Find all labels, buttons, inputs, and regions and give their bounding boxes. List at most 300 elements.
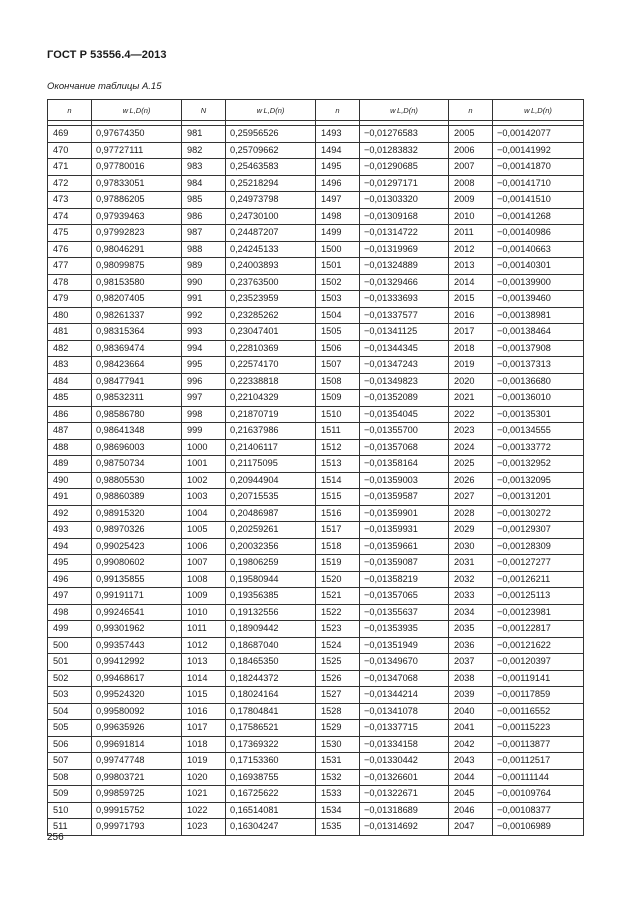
table-cell: −0,01344345 — [360, 340, 449, 357]
table-cell: −0,01330442 — [360, 753, 449, 770]
table-cell: 0,98369474 — [92, 340, 182, 357]
table-row — [48, 291, 584, 308]
table-cell: 1021 — [182, 786, 226, 803]
table-row — [48, 390, 584, 407]
table-cell: −0,01355637 — [360, 604, 449, 621]
table-cell: 2032 — [449, 571, 493, 588]
table-cell: −0,00131201 — [493, 489, 584, 506]
table-cell: −0,00106989 — [493, 819, 584, 836]
table-cell: 1513 — [316, 456, 360, 473]
table-cell: 1005 — [182, 522, 226, 539]
table-cell: −0,00141710 — [493, 175, 584, 192]
table-cell: 0,99691814 — [92, 736, 182, 753]
table-cell: 0,99301962 — [92, 621, 182, 638]
table-cell: 1508 — [316, 373, 360, 390]
table-row — [48, 472, 584, 489]
table-cell: 0,97886205 — [92, 192, 182, 209]
table-cell: −0,00142077 — [493, 126, 584, 143]
table-row — [48, 274, 584, 291]
table-cell: 0,17804841 — [226, 703, 316, 720]
table-cell: 0,19580944 — [226, 571, 316, 588]
table-cell: 1530 — [316, 736, 360, 753]
table-cell: 996 — [182, 373, 226, 390]
table-cell: −0,00140301 — [493, 258, 584, 275]
table-cell: 511 — [48, 819, 92, 836]
table-cell: 1505 — [316, 324, 360, 341]
table-cell: 0,98970326 — [92, 522, 182, 539]
table-cell: −0,00135301 — [493, 406, 584, 423]
table-cell: 487 — [48, 423, 92, 440]
table-cell: 0,20259261 — [226, 522, 316, 539]
table-cell: 1515 — [316, 489, 360, 506]
table-cell: −0,01309168 — [360, 208, 449, 225]
table-cell: 490 — [48, 472, 92, 489]
table-cell: 1001 — [182, 456, 226, 473]
table-cell: 495 — [48, 555, 92, 572]
table-cell: 0,20944904 — [226, 472, 316, 489]
table-cell: 1535 — [316, 819, 360, 836]
table-row — [48, 258, 584, 275]
table-cell: 478 — [48, 274, 92, 291]
table-cell: 1012 — [182, 637, 226, 654]
table-cell: 0,16725622 — [226, 786, 316, 803]
table-row — [48, 621, 584, 638]
table-cell: 0,18909442 — [226, 621, 316, 638]
table-cell: −0,01347243 — [360, 357, 449, 374]
table-cell: 0,98423664 — [92, 357, 182, 374]
table-cell: 498 — [48, 604, 92, 621]
table-cell: 497 — [48, 588, 92, 605]
document-header: ГОСТ Р 53556.4—2013 — [47, 49, 167, 61]
table-cell: 473 — [48, 192, 92, 209]
table-cell: −0,01283832 — [360, 142, 449, 159]
table-cell: 480 — [48, 307, 92, 324]
table-cell: 984 — [182, 175, 226, 192]
table-cell: −0,01357068 — [360, 439, 449, 456]
table-cell: −0,00139460 — [493, 291, 584, 308]
column-header: w L,D(n) — [360, 100, 449, 121]
table-cell: −0,00130272 — [493, 505, 584, 522]
table-cell: 0,98586780 — [92, 406, 182, 423]
table-cell: 0,98153580 — [92, 274, 182, 291]
table-cell: 0,99135855 — [92, 571, 182, 588]
table-cell: 987 — [182, 225, 226, 242]
table-cell: 1014 — [182, 670, 226, 687]
table-cell: −0,00116552 — [493, 703, 584, 720]
table-cell: 0,21406117 — [226, 439, 316, 456]
table-cell: −0,00136680 — [493, 373, 584, 390]
table-cell: 507 — [48, 753, 92, 770]
table-cell: 2024 — [449, 439, 493, 456]
table-cell: 1019 — [182, 753, 226, 770]
table-row — [48, 357, 584, 374]
table-cell: −0,01354045 — [360, 406, 449, 423]
table-cell: 505 — [48, 720, 92, 737]
table-cell: 1503 — [316, 291, 360, 308]
table-cell: 1495 — [316, 159, 360, 176]
table-cell: 0,99468617 — [92, 670, 182, 687]
table-cell: 1016 — [182, 703, 226, 720]
table-cell: 482 — [48, 340, 92, 357]
table-row — [48, 225, 584, 242]
table-cell: 0,18024164 — [226, 687, 316, 704]
table-cell: 1004 — [182, 505, 226, 522]
table-cell: 1013 — [182, 654, 226, 671]
table-cell: 0,23523959 — [226, 291, 316, 308]
table-cell: −0,00133772 — [493, 439, 584, 456]
table-cell: 1532 — [316, 769, 360, 786]
table-cell: −0,00137908 — [493, 340, 584, 357]
table-row — [48, 456, 584, 473]
table-cell: 2028 — [449, 505, 493, 522]
table-row — [48, 538, 584, 555]
table-cell: 2045 — [449, 786, 493, 803]
table-cell: −0,01359901 — [360, 505, 449, 522]
table-cell: −0,00132952 — [493, 456, 584, 473]
table-cell: 0,24487207 — [226, 225, 316, 242]
table-cell: 486 — [48, 406, 92, 423]
table-cell: 0,16304247 — [226, 819, 316, 836]
table-cell: 0,23285262 — [226, 307, 316, 324]
table-cell: 993 — [182, 324, 226, 341]
table-cell: 2009 — [449, 192, 493, 209]
table-cell: 2040 — [449, 703, 493, 720]
table-cell: 989 — [182, 258, 226, 275]
table-row — [48, 175, 584, 192]
table-cell: 0,22104329 — [226, 390, 316, 407]
table-cell: −0,01324889 — [360, 258, 449, 275]
table-cell: 0,16938755 — [226, 769, 316, 786]
table-cell: 494 — [48, 538, 92, 555]
table-cell: 470 — [48, 142, 92, 159]
table-cell: 0,24730100 — [226, 208, 316, 225]
table-cell: 0,20032356 — [226, 538, 316, 555]
table-cell: 501 — [48, 654, 92, 671]
table-cell: 0,19806259 — [226, 555, 316, 572]
table-cell: 479 — [48, 291, 92, 308]
table-cell: 504 — [48, 703, 92, 720]
table-cell: 1533 — [316, 786, 360, 803]
table-cell: −0,00117859 — [493, 687, 584, 704]
table-cell: 994 — [182, 340, 226, 357]
table-cell: −0,01326601 — [360, 769, 449, 786]
table-cell: −0,00137313 — [493, 357, 584, 374]
table-cell: −0,01359931 — [360, 522, 449, 539]
table-cell: −0,00127277 — [493, 555, 584, 572]
table-cell: 1018 — [182, 736, 226, 753]
table-cell: 0,25709662 — [226, 142, 316, 159]
table-cell: 998 — [182, 406, 226, 423]
table-cell: −0,00140986 — [493, 225, 584, 242]
table-cell: −0,01341078 — [360, 703, 449, 720]
table-row — [48, 571, 584, 588]
table-cell: −0,00141992 — [493, 142, 584, 159]
table-cell: 0,98696003 — [92, 439, 182, 456]
table-cell: −0,00141268 — [493, 208, 584, 225]
table-cell: −0,00120397 — [493, 654, 584, 671]
table-cell: 506 — [48, 736, 92, 753]
table-cell: 477 — [48, 258, 92, 275]
table-cell: 991 — [182, 291, 226, 308]
table-cell: 1504 — [316, 307, 360, 324]
table-cell: 0,99747748 — [92, 753, 182, 770]
table-cell: 2042 — [449, 736, 493, 753]
table-cell: 481 — [48, 324, 92, 341]
table-cell: −0,00121622 — [493, 637, 584, 654]
table-cell: 1000 — [182, 439, 226, 456]
table-cell: 1020 — [182, 769, 226, 786]
table-cell: 983 — [182, 159, 226, 176]
table-cell: −0,01349823 — [360, 373, 449, 390]
table-cell: 2036 — [449, 637, 493, 654]
table-cell: 2017 — [449, 324, 493, 341]
table-cell: 0,22338818 — [226, 373, 316, 390]
table-cell: 1516 — [316, 505, 360, 522]
table-cell: 2010 — [449, 208, 493, 225]
table-cell: 1497 — [316, 192, 360, 209]
table-cell: −0,00108377 — [493, 802, 584, 819]
table-cell: 491 — [48, 489, 92, 506]
table-cell: 508 — [48, 769, 92, 786]
column-header: n — [48, 100, 92, 121]
table-cell: −0,01358219 — [360, 571, 449, 588]
table-cell: 981 — [182, 126, 226, 143]
table-cell: −0,01351949 — [360, 637, 449, 654]
table-cell: 0,99025423 — [92, 538, 182, 555]
table-cell: 2029 — [449, 522, 493, 539]
table-row — [48, 208, 584, 225]
table-cell: 1507 — [316, 357, 360, 374]
table-cell: 0,99803721 — [92, 769, 182, 786]
table-cell: 999 — [182, 423, 226, 440]
table-cell: 0,98532311 — [92, 390, 182, 407]
table-cell: 509 — [48, 786, 92, 803]
table-cell: −0,01359661 — [360, 538, 449, 555]
table-row — [48, 142, 584, 159]
table-cell: 500 — [48, 637, 92, 654]
table-cell: 2038 — [449, 670, 493, 687]
table-cell: −0,01337715 — [360, 720, 449, 737]
table-cell: 2035 — [449, 621, 493, 638]
table-cell: 0,98915320 — [92, 505, 182, 522]
table-cell: 0,98860389 — [92, 489, 182, 506]
table-row — [48, 786, 584, 803]
table-cell: 1009 — [182, 588, 226, 605]
table-cell: 469 — [48, 126, 92, 143]
table-cell: 0,19356385 — [226, 588, 316, 605]
table-cell: 1007 — [182, 555, 226, 572]
table-cell: −0,01352089 — [360, 390, 449, 407]
table-row — [48, 340, 584, 357]
table-cell: 2006 — [449, 142, 493, 159]
table-cell: 2015 — [449, 291, 493, 308]
table-cell: 2007 — [449, 159, 493, 176]
table-cell: 2034 — [449, 604, 493, 621]
table-cell: −0,01355700 — [360, 423, 449, 440]
table-cell: −0,01337577 — [360, 307, 449, 324]
table-cell: 0,20715535 — [226, 489, 316, 506]
table-cell: 476 — [48, 241, 92, 258]
table-cell: 2039 — [449, 687, 493, 704]
table-row — [48, 720, 584, 737]
table-cell: 997 — [182, 390, 226, 407]
table-cell: 1528 — [316, 703, 360, 720]
table-cell: 2025 — [449, 456, 493, 473]
table-cell: −0,00141510 — [493, 192, 584, 209]
table-cell: 1006 — [182, 538, 226, 555]
table-cell: −0,00111144 — [493, 769, 584, 786]
table-cell: 1502 — [316, 274, 360, 291]
table-cell: 2016 — [449, 307, 493, 324]
table-cell: 1526 — [316, 670, 360, 687]
table-cell: 0,99246541 — [92, 604, 182, 621]
table-cell: 0,25463583 — [226, 159, 316, 176]
table-cell: 2031 — [449, 555, 493, 572]
table-cell: 0,97674350 — [92, 126, 182, 143]
table-row — [48, 373, 584, 390]
table-cell: 1498 — [316, 208, 360, 225]
table-cell: 2022 — [449, 406, 493, 423]
column-header: w L,D(n) — [226, 100, 316, 121]
table-cell: 2037 — [449, 654, 493, 671]
table-cell: 502 — [48, 670, 92, 687]
table-header-row — [48, 100, 584, 121]
table-cell: 2047 — [449, 819, 493, 836]
table-cell: 485 — [48, 390, 92, 407]
table-row — [48, 736, 584, 753]
table-cell: −0,00109764 — [493, 786, 584, 803]
table-cell: 0,99580092 — [92, 703, 182, 720]
table-cell: 0,17153360 — [226, 753, 316, 770]
table-cell: 2043 — [449, 753, 493, 770]
table-cell: 2012 — [449, 241, 493, 258]
table-cell: −0,00123981 — [493, 604, 584, 621]
table-cell: 0,21175095 — [226, 456, 316, 473]
table-row — [48, 423, 584, 440]
table-cell: 0,20486987 — [226, 505, 316, 522]
table-cell: 2026 — [449, 472, 493, 489]
table-cell: −0,01358164 — [360, 456, 449, 473]
table-cell: 0,98641348 — [92, 423, 182, 440]
table-cell: −0,01290685 — [360, 159, 449, 176]
table-cell: 0,97727111 — [92, 142, 182, 159]
table-cell: 0,18465350 — [226, 654, 316, 671]
table-cell: 0,99971793 — [92, 819, 182, 836]
table-cell: −0,01314692 — [360, 819, 449, 836]
table-row — [48, 505, 584, 522]
table-cell: −0,00112517 — [493, 753, 584, 770]
table-row — [48, 126, 584, 143]
table-row — [48, 241, 584, 258]
table-cell: −0,00129307 — [493, 522, 584, 539]
table-cell: 0,98750734 — [92, 456, 182, 473]
table-cell: 0,18244372 — [226, 670, 316, 687]
column-header: w L,D(n) — [493, 100, 584, 121]
table-cell: 0,24973798 — [226, 192, 316, 209]
table-cell: −0,01357065 — [360, 588, 449, 605]
table-cell: 2027 — [449, 489, 493, 506]
table-cell: 986 — [182, 208, 226, 225]
table-cell: 0,99859725 — [92, 786, 182, 803]
table-cell: 0,22810369 — [226, 340, 316, 357]
table-cell: 2013 — [449, 258, 493, 275]
table-cell: −0,01334158 — [360, 736, 449, 753]
table-cell: 0,99357443 — [92, 637, 182, 654]
table-cell: 0,21637986 — [226, 423, 316, 440]
table-cell: 1010 — [182, 604, 226, 621]
table-cell: 1518 — [316, 538, 360, 555]
table-cell: 1501 — [316, 258, 360, 275]
table-cell: 0,16514081 — [226, 802, 316, 819]
table-cell: 0,24003893 — [226, 258, 316, 275]
table-cell: 0,19132556 — [226, 604, 316, 621]
table-cell: −0,01344214 — [360, 687, 449, 704]
table-cell: 0,18687040 — [226, 637, 316, 654]
table-cell: −0,00140663 — [493, 241, 584, 258]
table-cell: 2046 — [449, 802, 493, 819]
table-row — [48, 637, 584, 654]
table-cell: 488 — [48, 439, 92, 456]
table-cell: −0,00134555 — [493, 423, 584, 440]
table-cell: 0,17586521 — [226, 720, 316, 737]
table-cell: 0,98046291 — [92, 241, 182, 258]
table-cell: 1517 — [316, 522, 360, 539]
table-cell: 2018 — [449, 340, 493, 357]
table-row — [48, 324, 584, 341]
table-row — [48, 769, 584, 786]
table-cell: 483 — [48, 357, 92, 374]
table-cell: 503 — [48, 687, 92, 704]
table-cell: 1509 — [316, 390, 360, 407]
table-cell: 1493 — [316, 126, 360, 143]
table-row — [48, 670, 584, 687]
table-cell: −0,01349670 — [360, 654, 449, 671]
table-row — [48, 687, 584, 704]
table-cell: 1522 — [316, 604, 360, 621]
table-cell: 1022 — [182, 802, 226, 819]
table-cell: −0,00132095 — [493, 472, 584, 489]
table-cell: 1510 — [316, 406, 360, 423]
table-cell: −0,01359003 — [360, 472, 449, 489]
table-cell: 1506 — [316, 340, 360, 357]
table-cell: 0,99412992 — [92, 654, 182, 671]
table-cell: 990 — [182, 274, 226, 291]
table-row — [48, 307, 584, 324]
table-cell: 484 — [48, 373, 92, 390]
table-cell: 982 — [182, 142, 226, 159]
table-row — [48, 802, 584, 819]
table-cell: 1531 — [316, 753, 360, 770]
table-cell: −0,01303320 — [360, 192, 449, 209]
table-cell: −0,01359587 — [360, 489, 449, 506]
table-cell: 2020 — [449, 373, 493, 390]
table-cell: 0,98207405 — [92, 291, 182, 308]
table-row — [48, 604, 584, 621]
table-cell: −0,00128309 — [493, 538, 584, 555]
table-cell: 0,99080602 — [92, 555, 182, 572]
table-cell: −0,01347068 — [360, 670, 449, 687]
table-cell: −0,01353935 — [360, 621, 449, 638]
table-cell: 0,97780016 — [92, 159, 182, 176]
table-cell: 1023 — [182, 819, 226, 836]
table-cell: 2033 — [449, 588, 493, 605]
table-row — [48, 819, 584, 836]
table-row — [48, 406, 584, 423]
page-number: 256 — [47, 832, 64, 843]
table-cell: 493 — [48, 522, 92, 539]
table-cell: 1527 — [316, 687, 360, 704]
table-cell: −0,01333693 — [360, 291, 449, 308]
